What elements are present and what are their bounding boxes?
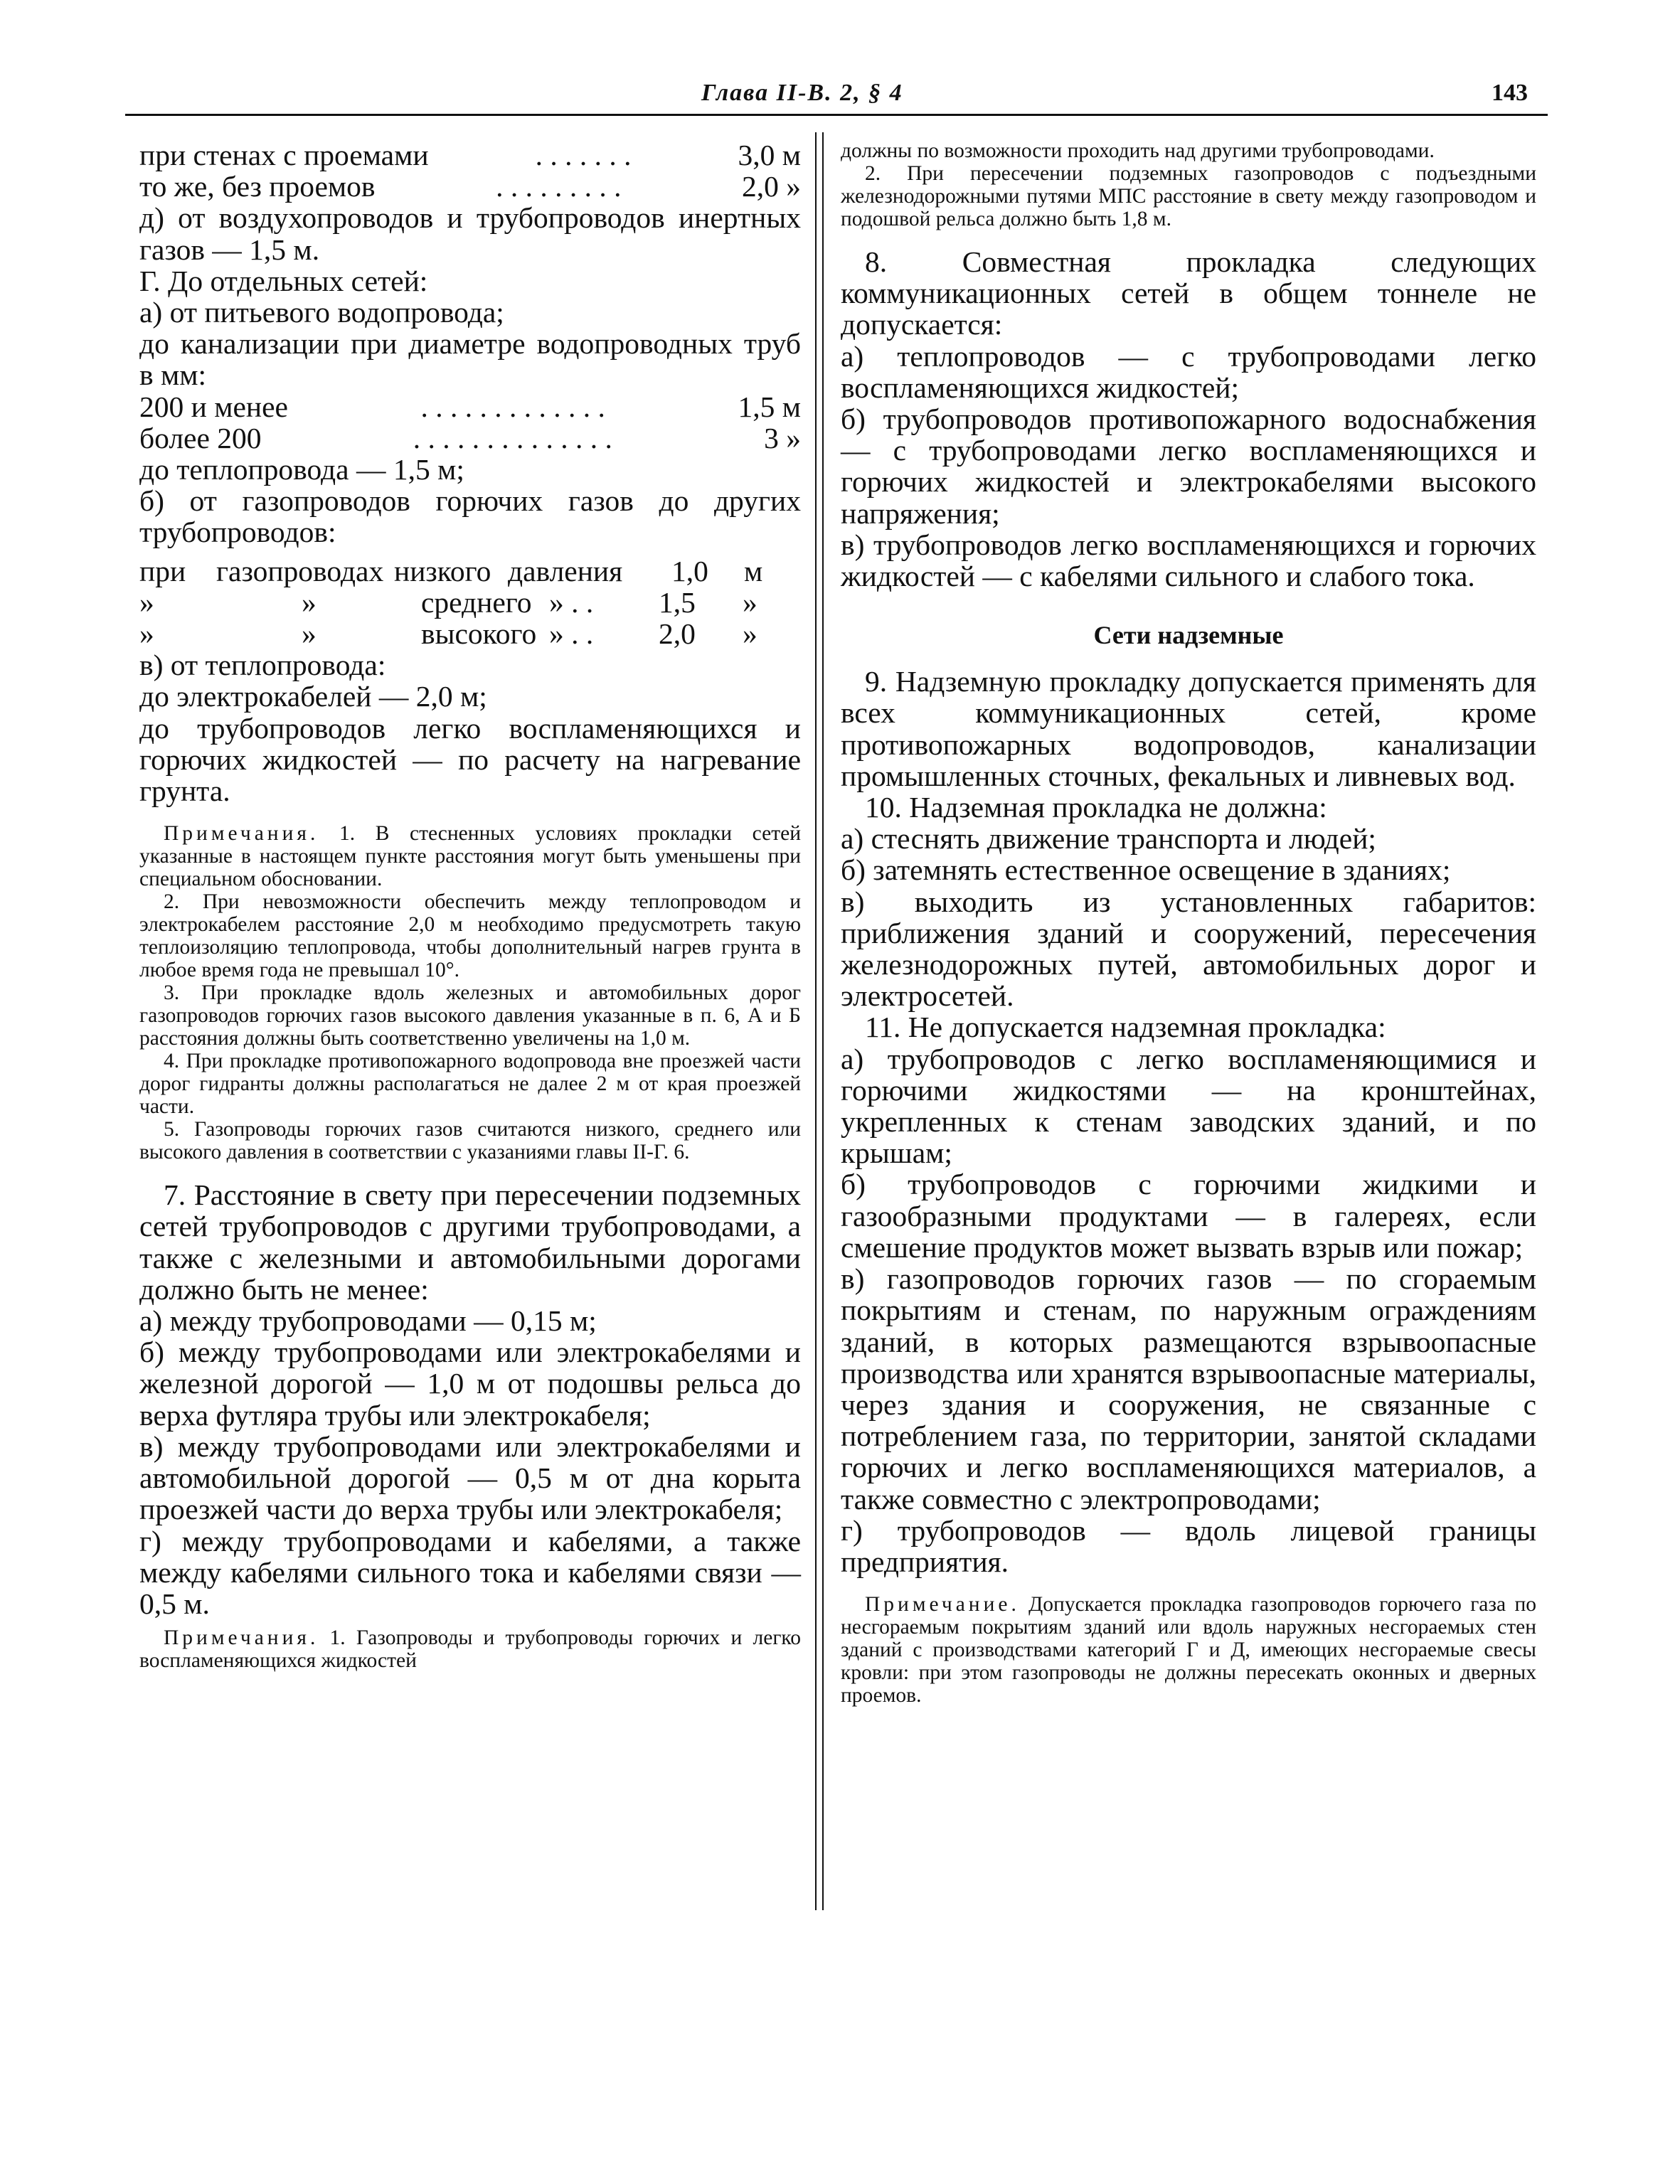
paragraph: д) от воздухопроводов и трубопроводов инертных газов — 1,5 м.: [139, 201, 801, 266]
paragraph: а) стеснять движение транспорта и людей;: [841, 822, 1376, 856]
chapter-title: Глава II-В. 2, § 4: [701, 80, 903, 106]
note: 3. При прокладке вдоль железных и автомобильных дорог газопроводов горючих газов высокого давления указанные в п. 6, А и Б расстояния должны быть соответственно увеличены на 1,0 м.: [139, 981, 801, 1050]
right-column: [841, 139, 1536, 1707]
paragraph: г) между трубопроводами и кабелями, а также между кабелями сильного тока и кабелями связи — 0,5 м.: [139, 1524, 801, 1620]
paragraph: а) между трубопроводами — 0,15 м;: [139, 1304, 597, 1338]
note: Примечания. 1. В стесненных условиях прокладки сетей указанные в настоящем пункте расстояния могут быть уменьшены при специальном обосновании.: [139, 822, 802, 891]
header-rule: [125, 114, 1548, 116]
note: 5. Газопроводы горючих газов считаются низкого, среднего или высокого давления в соответствии с указаниями главы II-Г. 6.: [139, 1118, 801, 1164]
left-column: [139, 139, 801, 1672]
paragraph: б) трубопроводов противопожарного водоснабжения — с трубопроводами легко воспламеняющихся и горючих жидкостей и электрокабелями высокого напряжения;: [841, 403, 1536, 530]
paragraph: до теплопровода — 1,5 м;: [139, 453, 464, 486]
note: должны по возможности проходить над другими трубопроводами.: [841, 139, 1435, 162]
section-heading: Сети надземные: [1093, 621, 1284, 650]
section-heading: Г. До отдельных сетей:: [139, 264, 428, 297]
paragraph: 11. Не допускается надземная прокладка:: [865, 1011, 1386, 1044]
paragraph: 10. Надземная прокладка не должна:: [865, 791, 1327, 824]
note: 2. При невозможности обеспечить между теплопроводом и электрокабелем расстояние 2,0 м необходимо предусмотреть такую теплоизоляцию теплопровода, чтобы дополнительный нагрев грунта в любое время года не превышал 10°.: [139, 890, 801, 982]
note: Примечания. 1. Газопроводы и трубопроводы горючих и легко воспламеняющихся жидкостей: [139, 1626, 802, 1673]
paragraph: а) теплопроводов — с трубопроводами легко воспламеняющихся жидкостей;: [841, 339, 1536, 404]
paragraph: г) трубопроводов — вдоль лицевой границы предприятия.: [841, 1513, 1536, 1578]
distance-row: 200 и менее . . . . . . . . . . . . . 1,5 м: [139, 390, 801, 423]
paragraph: 8. Совместная прокладка следующих коммуникационных сетей в общем тоннеле не допускается:: [841, 245, 1536, 341]
paragraph: до канализации при диаметре водопроводных труб в мм:: [139, 327, 801, 392]
distance-row: то же, без проемов . . . . . . . . . 2,0 »: [139, 170, 801, 203]
paragraph: в) газопроводов горючих газов — по сгораемым покрытиям и стенам, по наружным ограждениям зданий, в которых размещаются взрывоопасные производства или хранятся взрывоопасные материалы, через здания и сооружения, не связанные с потреблением газа, по территории, занятой складами горючих и легко воспламеняющихся материалов, а также совместно с электропроводами;: [841, 1262, 1536, 1516]
paragraph: б) от газопроводов горючих газов до других трубопроводов:: [139, 484, 801, 549]
paragraph: в) выходить из установленных габаритов: приближения зданий и сооружений, пересечения железнодорожных путей, автомобильных дорог и электросетей.: [841, 885, 1536, 1013]
paragraph: в) трубопроводов легко воспламеняющихся и горючих жидкостей — с кабелями сильного и слабого тока.: [841, 528, 1536, 593]
paragraph: 7. Расстояние в свету при пересечении подземных сетей трубопроводов с другими трубопроводами, а также с железными и автомобильными дорогами должно быть не менее:: [139, 1178, 801, 1306]
paragraph: а) от питьевого водопровода;: [139, 296, 504, 329]
pressure-row: при газопроводах низкого давления 1,0 м: [139, 554, 763, 587]
column-divider: [815, 132, 824, 1910]
note: 4. При прокладке противопожарного водопровода вне проезжей части дорог гидранты должны располагаться не далее 2 м от края проезжей части.: [139, 1050, 801, 1119]
paragraph: б) трубопроводов с горючими жидкими и газообразными продуктами — в галереях, если смешение продуктов может вызвать взрыв или пожар;: [841, 1168, 1536, 1264]
paragraph: в) между трубопроводами или электрокабелями и автомобильной дорогой — 0,5 м от дна корыта проезжей части до верха трубы или электрокабеля;: [139, 1429, 801, 1526]
paragraph: до трубопроводов легко воспламеняющихся и горючих жидкостей — по расчету на нагревание грунта.: [139, 711, 801, 808]
page-number: 143: [1492, 80, 1528, 106]
note: 2. При пересечении подземных газопроводов с подъездными железнодорожными путями МПС расстояние в свету между газопроводом и подошвой рельса должно быть 1,8 м.: [841, 162, 1536, 230]
running-header: [125, 77, 1548, 114]
pressure-row: » » среднего » . . 1,5 »: [139, 585, 757, 619]
paragraph: б) затемнять естественное освещение в зданиях;: [841, 853, 1451, 887]
pressure-row: » » высокого » . . 2,0 »: [139, 617, 757, 651]
paragraph: б) между трубопроводами или электрокабелями и железной дорогой — 1,0 м от подошвы рельса до верха футляра трубы или электрокабеля;: [139, 1336, 801, 1432]
note: Примечание. Допускается прокладка газопроводов горючего газа по несгораемым покрытиям зданий или вдоль наружных несгораемых стен зданий с производствами категорий Г и Д, имеющих несгораемые свесы кровли: при этом газопроводы не должны пересекать оконных и дверных проемов.: [841, 1593, 1537, 1708]
paragraph: до электрокабелей — 2,0 м;: [139, 680, 487, 713]
paragraph: 9. Надземную прокладку допускается применять для всех коммуникационных сетей, кроме противопожарных водопроводов, канализации промышленных сточных, фекальных и ливневых вод.: [841, 665, 1536, 792]
distance-row: более 200 . . . . . . . . . . . . . . 3 »: [139, 421, 801, 454]
paragraph: а) трубопроводов с легко воспламеняющимися и горючими жидкостями — на кронштейнах, укрепленных к стенам заводских зданий, и по крышам;: [841, 1042, 1536, 1170]
distance-row: при стенах с проемами . . . . . . . 3,0 м: [139, 139, 801, 171]
paragraph: в) от теплопровода:: [139, 649, 386, 682]
